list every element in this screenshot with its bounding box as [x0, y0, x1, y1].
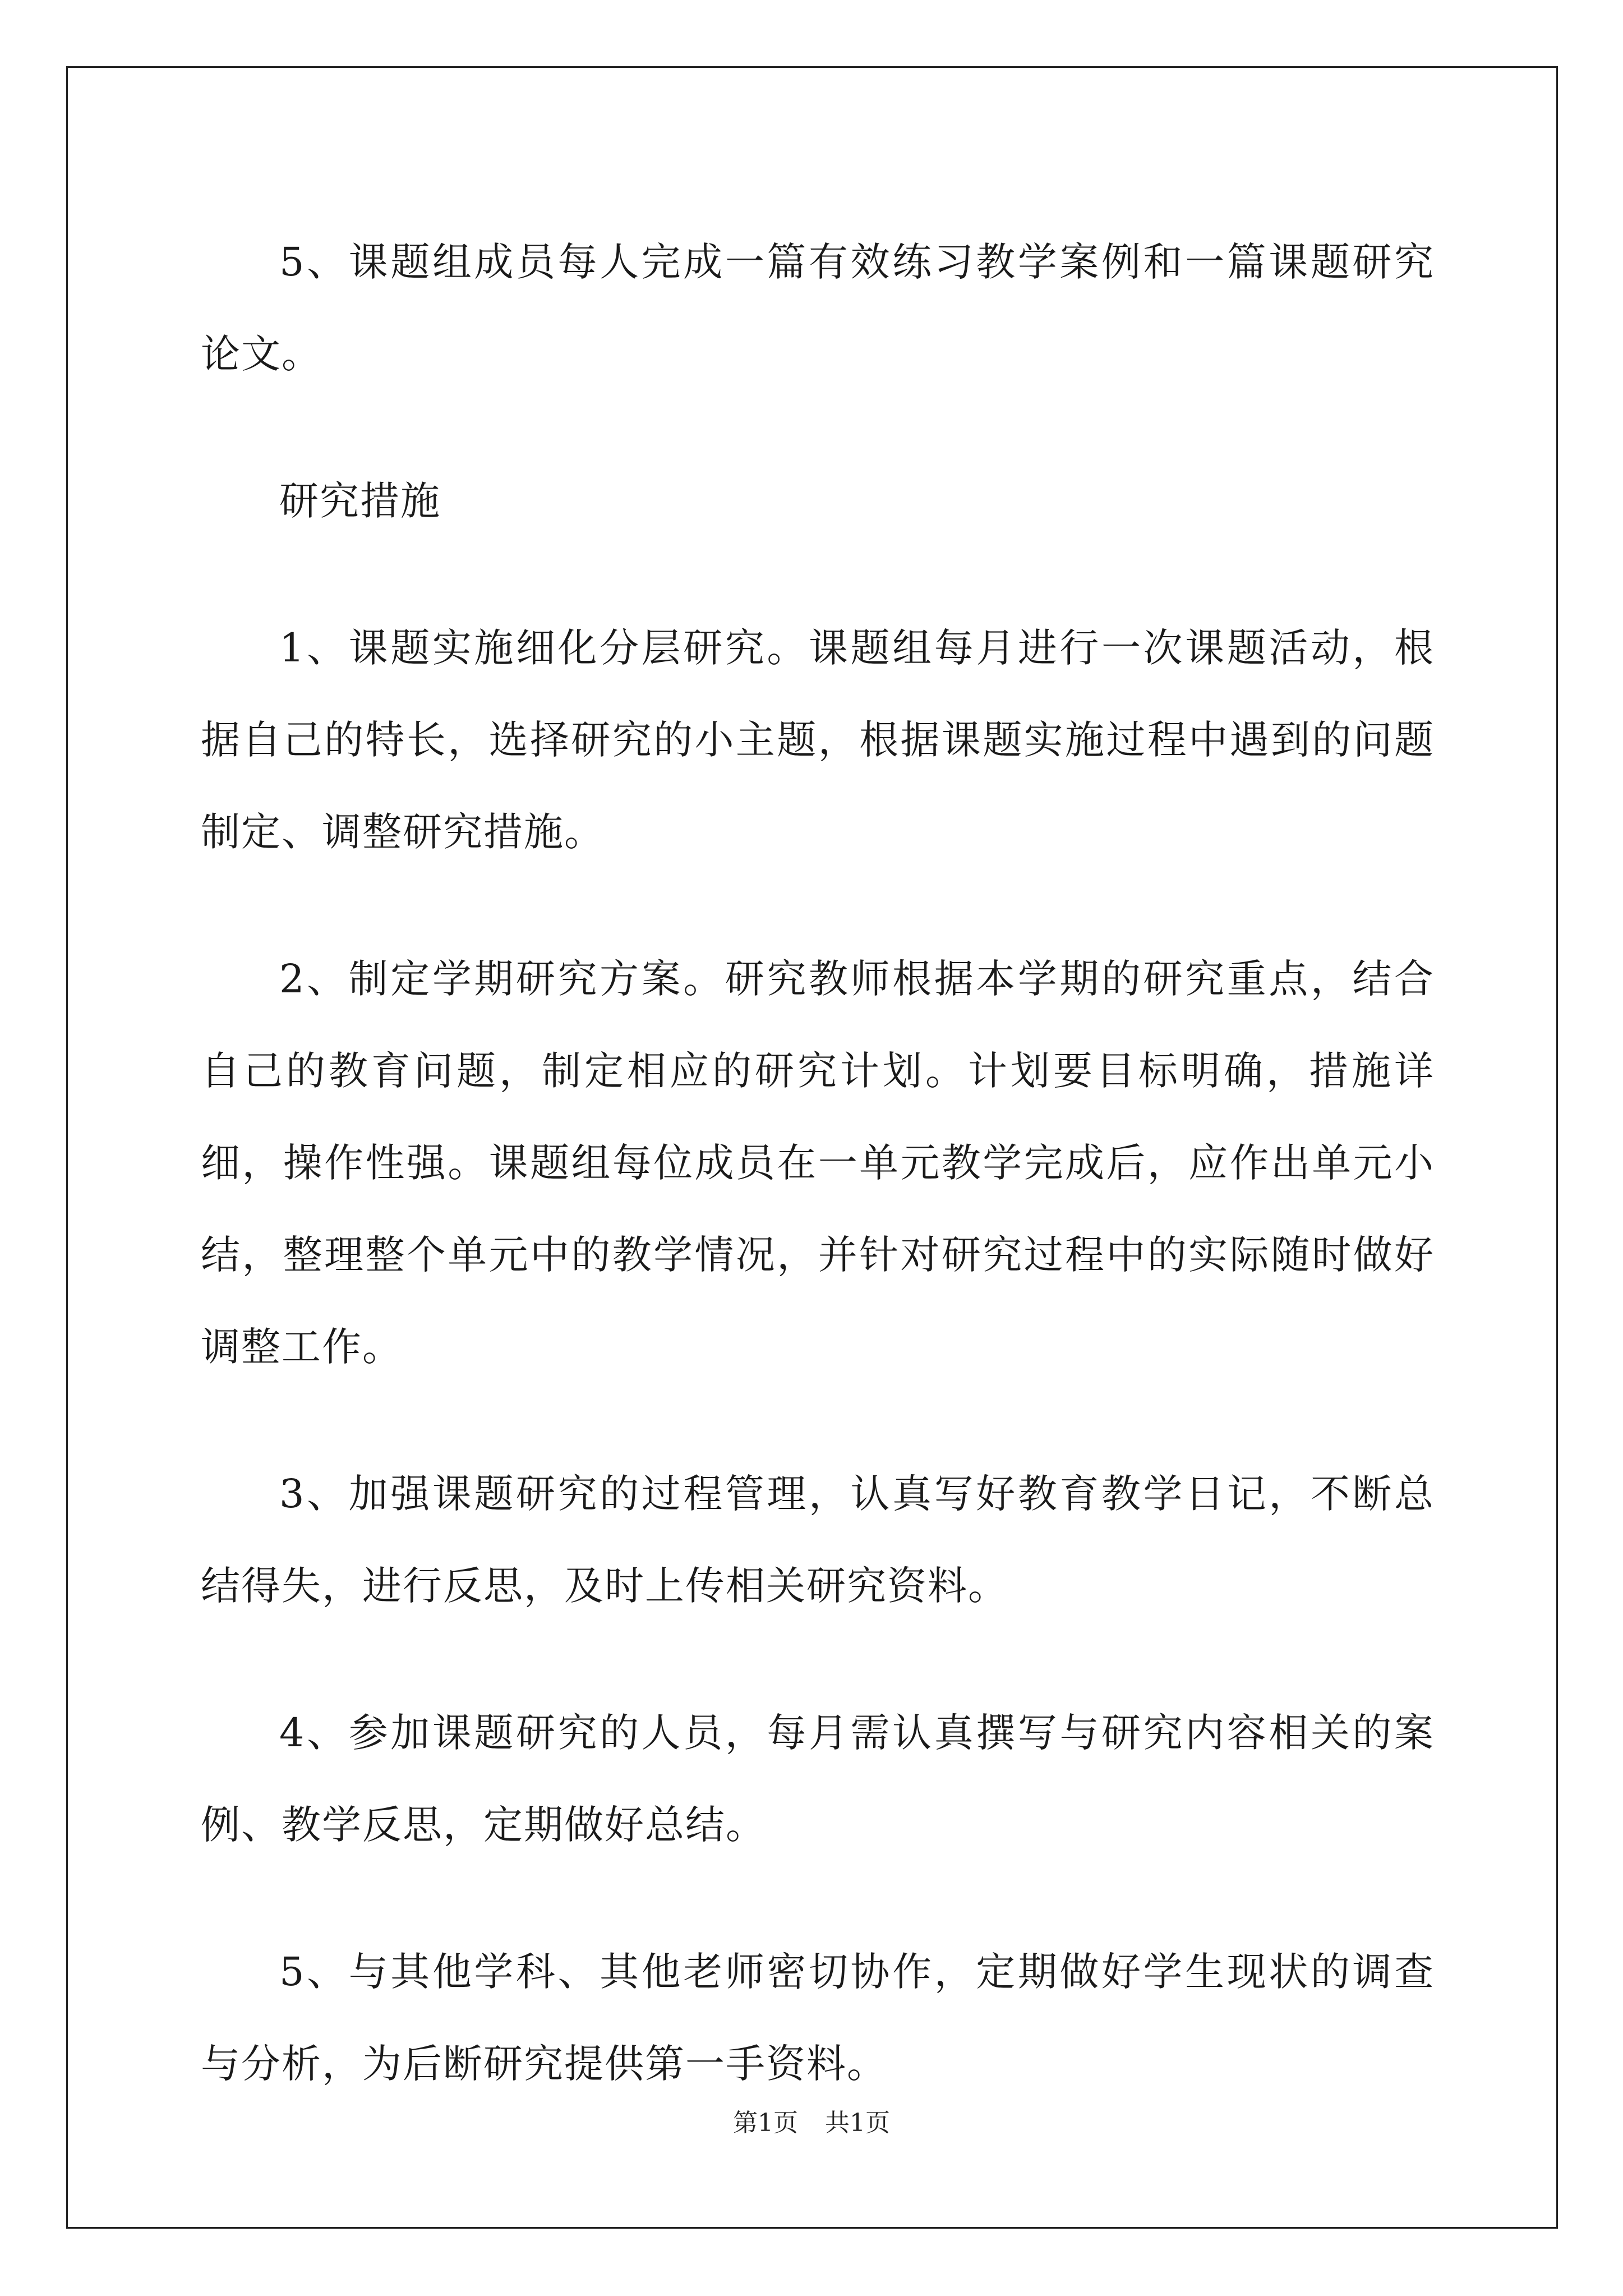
paragraph-measure-5: 5、与其他学科、其他老师密切协作，定期做好学生现状的调查与分析，为后断研究提供第一手资料。	[201, 1949, 1435, 2087]
page-total: 共1页	[825, 2109, 890, 2137]
page-footer	[0, 2106, 1623, 2140]
paragraph-outcome-5: 5、课题组成员每人完成一篇有效练习教学案例和一篇课题研究论文。	[201, 239, 1435, 377]
document-body	[201, 216, 1435, 2165]
paragraph-measure-4: 4、参加课题研究的人员，每月需认真撰写与研究内容相关的案例、教学反思，定期做好总结。	[201, 1710, 1435, 1848]
paragraph-measure-1: 1、课题实施细化分层研究。课题组每月进行一次课题活动，根据自己的特长，选择研究的小主题，根据课题实施过程中遇到的问题制定、调整研究措施。	[201, 625, 1435, 855]
paragraph-measure-2: 2、制定学期研究方案。研究教师根据本学期的研究重点，结合自己的教育问题，制定相应的研究计划。计划要目标明确，措施详细，操作性强。课题组每位成员在一单元教学完成后，应作出单元小结，整理整个单元中的教学情况，并针对研究过程中的实际随时做好调整工作。	[201, 956, 1435, 1370]
page-number: 第1页	[733, 2109, 798, 2137]
section-heading-measures: 研究措施	[279, 478, 441, 524]
paragraph-measure-3: 3、加强课题研究的过程管理，认真写好教育教学日记，不断总结得失，进行反思，及时上传相关研究资料。	[201, 1471, 1435, 1609]
